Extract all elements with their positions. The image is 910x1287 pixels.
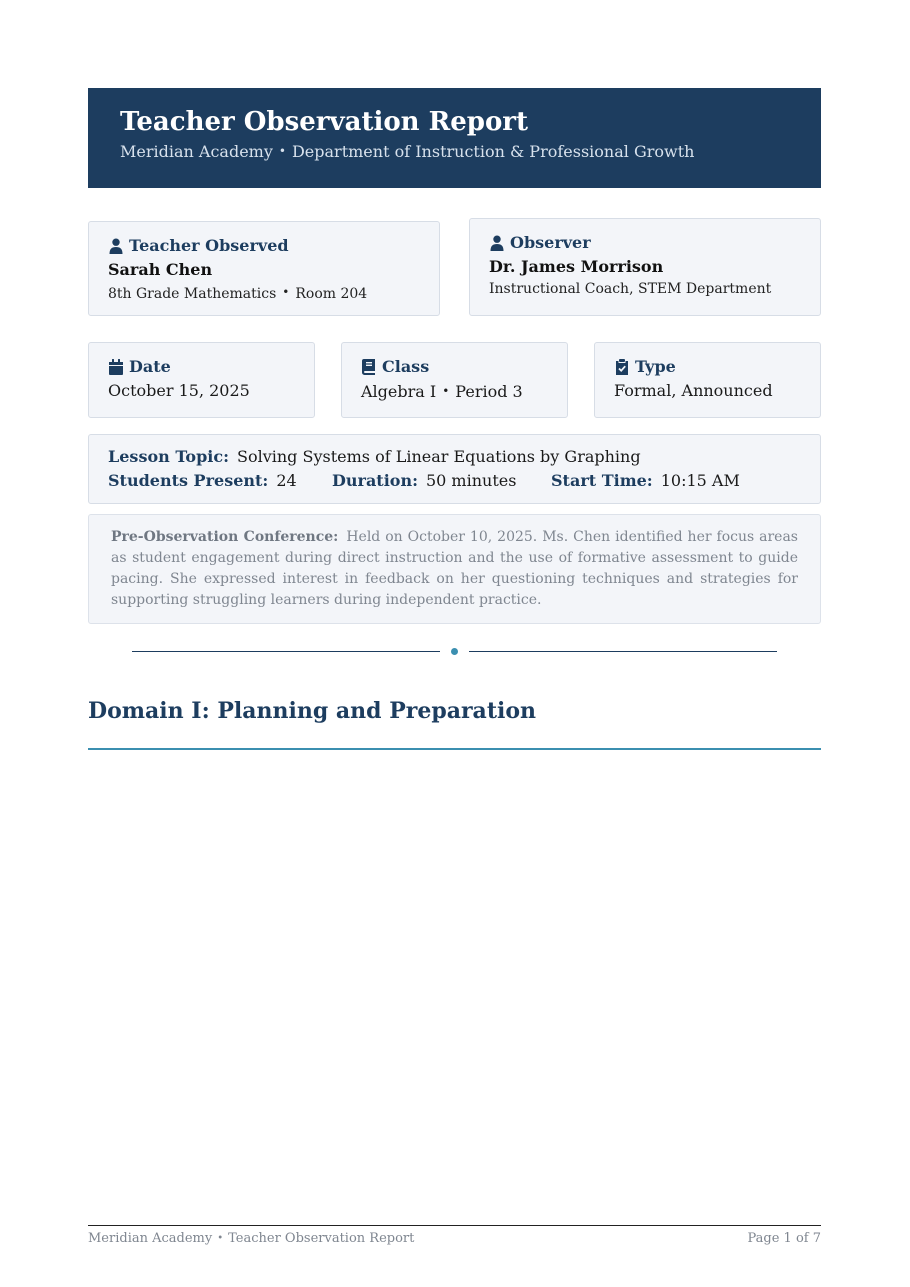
separator-dot: • (442, 384, 450, 398)
domain-heading-rule (88, 748, 821, 750)
school-name: Meridian Academy (120, 142, 273, 161)
class-card (341, 342, 568, 418)
clipboard-check-icon (614, 359, 630, 375)
pre-observation-label: Pre-Observation Conference: (111, 529, 339, 545)
user-icon (489, 235, 505, 251)
observer-role: Instructional Coach, STEM Department (489, 281, 772, 297)
teacher-card (88, 221, 440, 316)
observation-type: Formal, Announced (614, 381, 773, 400)
report-subtitle (120, 141, 789, 162)
observer-card (469, 218, 821, 316)
class-period: Period 3 (455, 382, 523, 401)
class-label: Class (382, 357, 430, 376)
book-icon (361, 359, 377, 375)
type-card (594, 342, 821, 418)
teacher-label: Teacher Observed (129, 236, 289, 255)
footer-report-name: Teacher Observation Report (228, 1231, 415, 1246)
separator-dot: • (278, 144, 286, 158)
students-present-label: Students Present: (108, 471, 269, 490)
class-course: Algebra I (361, 382, 437, 401)
date-label: Date (129, 357, 171, 376)
teacher-course: 8th Grade Mathematics (108, 286, 277, 302)
teacher-name: Sarah Chen (108, 260, 213, 279)
observer-label: Observer (510, 233, 591, 252)
section-divider-right (469, 651, 777, 652)
separator-dot: • (217, 1233, 224, 1244)
domain-heading: Domain I: Planning and Preparation (88, 698, 537, 724)
footer-rule (88, 1225, 821, 1226)
department-name: Department of Instruction & Professional Growth (291, 142, 695, 161)
calendar-icon (108, 359, 124, 375)
duration-label: Duration: (332, 471, 418, 490)
section-divider-left (132, 651, 440, 652)
observer-name: Dr. James Morrison (489, 257, 664, 276)
report-title: Teacher Observation Report (120, 107, 529, 137)
observation-date: October 15, 2025 (108, 381, 250, 400)
section-divider-dot (451, 648, 458, 655)
footer-left (88, 1231, 414, 1247)
start-time-label: Start Time: (551, 471, 653, 490)
start-time: 10:15 AM (660, 471, 740, 490)
teacher-room: Room 204 (295, 286, 368, 302)
pre-observation-note (88, 514, 821, 624)
page-number: Page 1 of 7 (747, 1231, 821, 1246)
students-present: 24 (276, 471, 297, 490)
lesson-info-card (88, 434, 821, 504)
date-card (88, 342, 315, 418)
lesson-topic-label: Lesson Topic: (108, 447, 229, 466)
separator-dot: • (282, 285, 290, 299)
duration: 50 minutes (425, 471, 517, 490)
lesson-topic: Solving Systems of Linear Equations by Graphing (236, 447, 641, 466)
report-header-banner (88, 88, 821, 188)
footer-school: Meridian Academy (88, 1231, 213, 1246)
user-icon (108, 238, 124, 254)
type-label: Type (635, 357, 676, 376)
pre-observation-text: Held on October 10, 2025. Ms. Chen identified her focus areas as student engagement during direct instruction and the use of formative assessment to guide pacing. She expressed interest in feedback on her questioning techniques and strategies for supporting struggling learners during independent practice. (111, 529, 798, 608)
